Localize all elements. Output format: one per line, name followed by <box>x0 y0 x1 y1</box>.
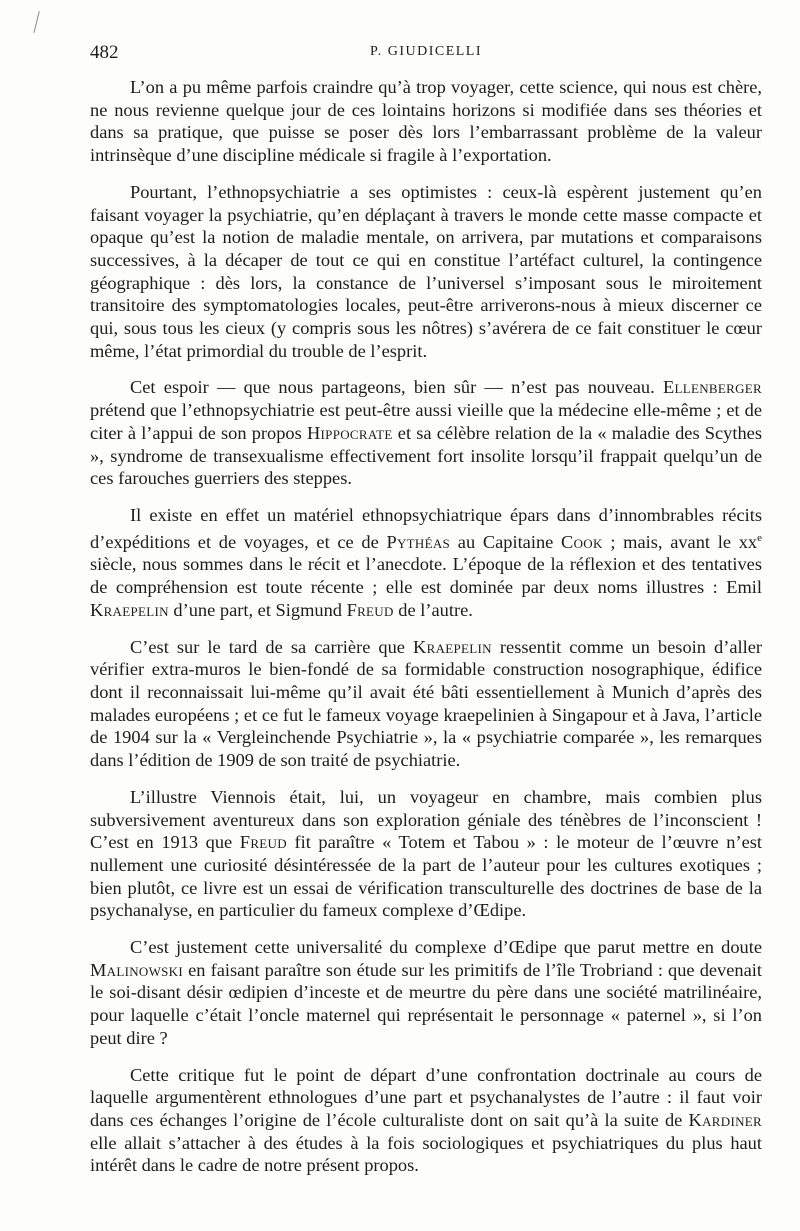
paragraph <box>90 1064 762 1178</box>
paragraph <box>90 786 762 922</box>
text-run: C’est sur le tard de sa carrière que <box>130 636 414 657</box>
body-text <box>90 76 762 1177</box>
text-run: Il existe en effet un matériel ethnopsychiatrique épars dans d’innombrables récits d’expéditions et de voyages, et ce de <box>90 504 762 552</box>
text-run: siècle, nous sommes dans le récit et l’anecdote. L’époque de la réflexion et des tentatives de compréhension est toute récente ; elle est dominée par deux noms illustres : Emil <box>90 554 762 598</box>
text-run: au Capitaine <box>450 531 562 552</box>
paragraph <box>90 376 762 490</box>
text-run: en faisant paraître son étude sur les primitifs de l’île Trobriand : que devenait le soi-disant désir œdipien d’inceste et de meurtre du père dans une société matrilinéaire, pour laquelle c’était l’oncle maternel qui représentait le personnage « paternel », si l’on peut dire ? <box>90 959 762 1048</box>
text-run: L’illustre Viennois était, lui, un voyageur en chambre, mais combien plus subversivement aventureux dans son exploration géniale des ténèbres de l’inconscient ! C’est en 1913 que <box>90 786 762 853</box>
text-run: prétend que l’ethnopsychiatrie est peut-être aussi vieille que la médecine elle-même ; et de citer à l’appui de son propos <box>90 400 762 443</box>
text-run: Pourtant, l’ethnopsychiatrie a ses optimistes : ceux-là espèrent justement qu’en faisant voyager la psychiatrie, qu’en déplaçant à travers le monde cette masse compacte et opaque qu’est la notion de maladie mentale, on arrivera, par mutations et comparaisons successives, à la décaper de tout ce qui en constitue l’artéfact culturel, la contingence géographique : dès lors, la constance de l’universel s’imposant sous le miroitement transitoire des symptomatologies locales, peut-être arriverons-nous à mieux discerner ce qui, sous tous les cieux (y compris sous les nôtres) s’avérera de ce fait constituer le cœur même, l’état primordial du trouble de l’esprit. <box>90 181 762 361</box>
author-name: Pythéas <box>386 531 451 552</box>
text-run: de l’autre. <box>393 599 473 620</box>
running-head: P. GIUDICELLI <box>369 44 483 59</box>
superscript: e <box>757 531 762 544</box>
text-run: et sa célèbre relation de la « maladie des Scythes », syndrome de transexualisme effectivement fort insolite lorsqu’il frappait quelqu’un de ces farouches guerriers des steppes. <box>90 422 762 489</box>
text-run: L’on a pu même parfois craindre qu’à trop voyager, cette science, qui nous est chère, ne nous revienne quelque jour de ces lointains horizons si modifiée dans ses théories et dans sa pratique, que puisse se poser dès lors l’embarrassant problème de la valeur intrinsèque d’une discipline médicale si fragile à l’exportation. <box>90 77 762 166</box>
text-run: ; mais, avant le xx <box>602 531 758 552</box>
text-run: Cette critique fut le point de départ d’une confrontation doctrinale au cours de laquelle argumentèrent ethnologues d’une part et psychanalystes de l’autre : il faut voir dans ces échanges l’origine de l’école culturaliste dont on sait qu’à la suite de <box>90 1064 762 1130</box>
author-name: Malinowski <box>90 959 184 980</box>
text-run: fit paraître « Totem et Tabou » : le moteur de l’œuvre n’est nullement une curiosité désintéressée de la part de l’auteur pour les cultures exotiques ; bien plutôt, ce livre est un essai de vérification transculturelle des doctrines de base de la psychanalyse, en particulier du fameux complexe d’Œdipe. <box>90 832 763 921</box>
document-page <box>90 36 762 1191</box>
author-name: Kraepelin <box>413 636 492 657</box>
text-run: d’une part, et Sigmund <box>168 599 347 620</box>
author-name: Hippocrate <box>306 422 393 443</box>
text-run: elle allait s’attacher à des études à la fois sociologiques et psychiatriques du plus haut intérêt dans le cadre de notre présent propos. <box>90 1132 762 1176</box>
paragraph <box>90 636 762 772</box>
paragraph <box>90 504 762 622</box>
text-run: C’est justement cette universalité du complexe d’Œdipe que parut mettre en doute <box>130 937 762 958</box>
paragraph <box>90 936 762 1050</box>
margin-pencil-mark <box>33 11 47 35</box>
author-name: Freud <box>239 832 287 853</box>
author-name: Kraepelin <box>90 599 169 620</box>
text-run: ressentit comme un besoin d’aller vérifier extra-muros le bien-fondé de sa formidable construction nosographique, édifice dont il reconnaissait lui-même qu’il avait été bâti essentiellement à Munich d’après des malades européens ; et ce fut le fameux voyage kraepelinien à Singapour et à Java, l’article de 1904 sur la « Vergleinchende Psychiatrie », la « psychiatrie comparée », les remarques dans l’édition de 1909 de son traité de psychiatrie. <box>90 636 762 771</box>
author-name: Kardiner <box>688 1109 762 1130</box>
page-header <box>90 36 762 62</box>
author-name: Cook <box>561 531 603 552</box>
paragraph <box>90 181 762 363</box>
paragraph <box>90 76 762 167</box>
text-run: Cet espoir — que nous partageons, bien sûr — n’est pas nouveau. <box>130 377 663 398</box>
page-number: 482 <box>90 42 119 63</box>
author-name: Ellenberger <box>662 377 762 398</box>
author-name: Freud <box>346 599 394 620</box>
